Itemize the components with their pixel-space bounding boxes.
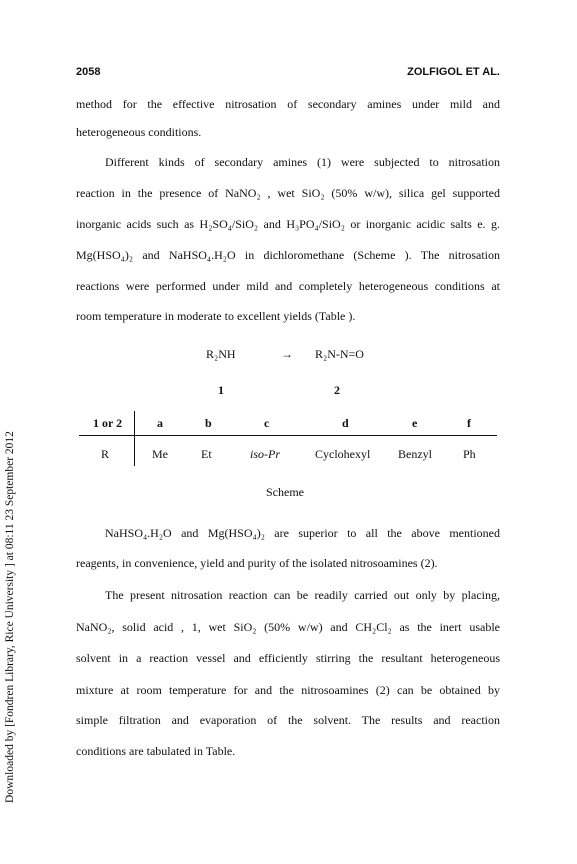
table-header-cell: c [264,416,270,430]
download-watermark: Downloaded by [Fondren Library, Rice University ] at 08:11 23 September 2012 [4,431,16,803]
scheme-caption: Scheme [266,485,304,499]
table-cell: Ph [463,447,476,461]
table-header-cell: f [467,416,471,430]
para2-line-3: inorganic acids such as H₂SO₄/SiO₂ and H₃PO₄/SiO₂ or inorganic acidic salts e. g. [76,217,500,231]
para2-line-6: room temperature in moderate to excellent yields (Table ). [76,309,356,323]
para4-line-3: solvent in a reaction vessel and efficiently stirring the resultant heterogeneous [76,651,500,665]
scheme-arrow: → [281,347,293,361]
para4-line-1: The present nitrosation reaction can be readily carried out only by placing, [105,588,500,602]
para3-line-2: reagents, in convenience, yield and purity of the isolated nitrosoamines (2). [76,556,438,570]
table-header-cell: b [205,416,212,430]
table-rule [79,435,497,436]
table-divider [134,411,135,466]
para2-line-1: Different kinds of secondary amines (1) were subjected to nitrosation [105,155,500,169]
para4-line-2: NaNO₂, solid acid , 1, wet SiO₂ (50% w/w) and CH₂Cl₂ as the inert usable [76,620,500,634]
table-cell: Benzyl [398,447,432,461]
table-cell: Et [201,447,212,461]
running-title: ZOLFIGOL ET AL. [407,66,500,78]
para2-line-2: reaction in the presence of NaNO₂ , wet SiO₂ (50% w/w), silica gel supported [76,186,500,200]
para4-line-4: mixture at room temperature for and the nitrosoamines (2) can be obtained by [76,683,500,697]
para2-line-4: Mg(HSO₄)₂ and NaHSO₄.H₂O in dichloromethane (Scheme ). The nitrosation [76,248,500,262]
scheme-product-number: 2 [334,383,340,397]
para2-line-5: reactions were performed under mild and completely heterogeneous conditions at [76,279,500,293]
table-cell: iso-Pr [250,447,280,461]
para1-line-1: method for the effective nitrosation of secondary amines under mild and [76,97,500,111]
table-cell: R [101,447,110,461]
table-cell: Cyclohexyl [315,447,371,461]
para4-line-5: simple filtration and evaporation of the solvent. The results and reaction [76,713,500,727]
table-header-cell: e [412,416,418,430]
scheme-reactant-number: 1 [218,383,224,397]
table-header-cell: d [342,416,349,430]
page-number: 2058 [76,66,101,78]
table-cell: Me [152,447,168,461]
para1-line-2: heterogeneous conditions. [76,125,202,139]
para4-line-6: conditions are tabulated in Table. [76,744,236,758]
scheme-product: R₂N-N=O [315,347,364,361]
para3-line-1: NaHSO₄.H₂O and Mg(HSO₄)₂ are superior to all the above mentioned [105,526,500,540]
table-header-cell: a [157,416,163,430]
scheme-reactant: R₂NH [206,347,236,361]
table-header-cell: 1 or 2 [93,416,123,430]
